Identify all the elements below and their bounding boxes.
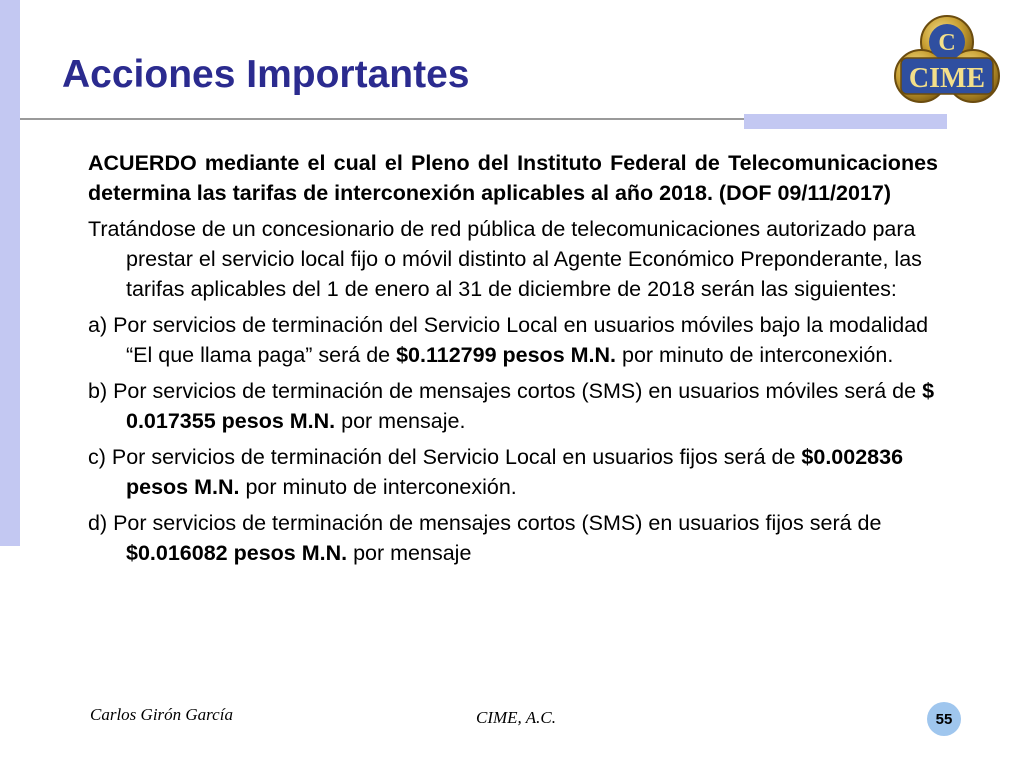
tariff-amount: $0.016082 pesos M.N. [126, 541, 348, 565]
tariff-item [88, 442, 938, 502]
svg-text:C: C [938, 30, 956, 56]
tariff-item-unit: por mensaje. [335, 409, 466, 433]
tariff-item-text: b) Por servicios de terminación de mensajes cortos (SMS) en usuarios móviles será de [88, 379, 923, 403]
left-accent-bar [0, 0, 20, 546]
tariff-item-text: d) Por servicios de terminación de mensajes cortos (SMS) en usuarios fijos será de [88, 511, 882, 535]
page-number-badge: 55 [927, 702, 961, 736]
footer-organization: CIME, A.C. [476, 708, 556, 727]
agreement-heading: ACUERDO mediante el cual el Pleno del Instituto Federal de Telecomunicaciones determina las tarifas de interconexión aplicables al año 2018. (DOF 09/11/2017) [88, 151, 938, 205]
footer-author: Carlos Girón García [90, 705, 233, 724]
tariff-item [88, 310, 938, 370]
tariff-item-text: c) Por servicios de terminación del Servicio Local en usuarios fijos será de [88, 445, 802, 469]
cime-logo-icon [891, 12, 1003, 110]
tariff-item-unit: por minuto de interconexión. [616, 343, 894, 367]
intro-paragraph: Tratándose de un concesionario de red pública de telecomunicaciones autorizado para prestar el servicio local fijo o móvil distinto al Agente Económico Preponderante, las tarifas aplicables del 1 de enero al 31 de diciembre de 2018 serán las siguientes: [88, 217, 922, 301]
tariff-item-unit: por minuto de interconexión. [239, 475, 517, 499]
cime-logo-text: CIME [908, 63, 986, 94]
tariff-item [88, 508, 938, 568]
title-divider-accent [744, 114, 947, 129]
slide-body [88, 148, 938, 574]
tariff-amount: $ 0.017355 pesos M.N. [126, 379, 935, 433]
tariff-item-text: a) Por servicios de terminación del Servicio Local en usuarios móviles bajo la modalidad “El que llama paga” será de [88, 313, 929, 367]
tariff-item-unit: por mensaje [347, 541, 472, 565]
tariff-item [88, 376, 938, 436]
tariff-amount: $0.112799 pesos M.N. [396, 343, 617, 367]
slide-title: Acciones Importantes [62, 53, 470, 96]
cime-logo [891, 12, 1003, 110]
tariff-amount: $0.002836 pesos M.N. [126, 445, 904, 499]
